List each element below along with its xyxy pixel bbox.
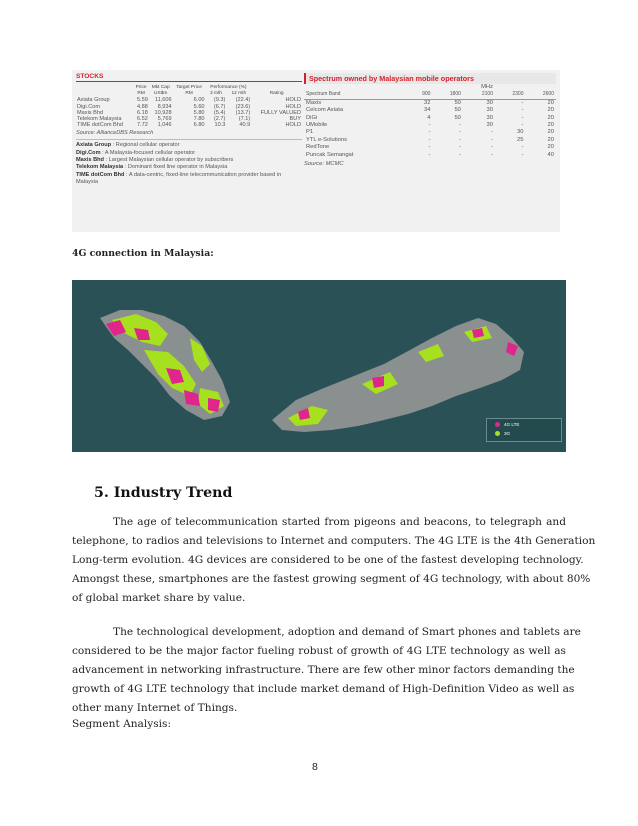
text-line: The technological development, adoption and demand of Smart phones and tablets are xyxy=(113,626,581,638)
spectrum-table xyxy=(304,84,556,159)
page-number: 8 xyxy=(312,761,318,773)
spectrum-cell: - xyxy=(491,151,493,158)
spectrum-band: 900 xyxy=(408,91,433,99)
stocks-cell: HOLD xyxy=(285,103,301,110)
stocks-cell: 6.18 xyxy=(136,109,148,116)
stocks-col: Performance (%) xyxy=(210,85,247,90)
spectrum-cell: - xyxy=(428,151,431,158)
text-line: advancement in networking infrastructure. There are few other minor factors demanding the xyxy=(72,664,575,676)
stocks-spectrum-figure xyxy=(72,70,560,232)
stocks-cell: FULLY VALUED xyxy=(260,109,301,116)
spectrum-cell: YTL e-Solutions xyxy=(306,136,348,143)
stocks-cell: 4.88 xyxy=(136,103,148,110)
spectrum-band-label: Spectrum Band xyxy=(304,91,408,99)
spectrum-cell: Celcom Axiata xyxy=(306,107,344,114)
spectrum-cell: 4 xyxy=(427,114,431,121)
stocks-cell: 1,046 xyxy=(157,122,172,129)
spectrum-cell: 30 xyxy=(486,99,493,106)
spectrum-cell: - xyxy=(521,114,524,121)
stocks-cell: 7.80 xyxy=(193,116,205,123)
stocks-subcol: US$m xyxy=(154,91,168,97)
stocks-cell: 6.00 xyxy=(193,97,205,104)
spectrum-cell: 20 xyxy=(547,122,554,129)
company-text: : A Malaysia-focused cellular operator xyxy=(100,149,196,156)
company-description xyxy=(76,164,302,171)
spectrum-cell: - xyxy=(491,136,493,143)
legend-item xyxy=(495,431,510,436)
spectrum-row xyxy=(304,115,556,122)
stocks-cell: HOLD xyxy=(285,97,301,104)
spectrum-row xyxy=(304,137,556,144)
stocks-cell: 11,606 xyxy=(154,97,172,104)
stocks-cell: 5.80 xyxy=(193,109,205,116)
stocks-cell: (22.4) xyxy=(235,97,251,104)
spectrum-cell: 50 xyxy=(454,107,461,114)
spectrum-cell: Maxis xyxy=(306,99,322,106)
legend-item xyxy=(495,422,520,427)
spectrum-cell: 50 xyxy=(454,114,461,121)
spectrum-cell: - xyxy=(491,129,493,136)
stocks-table xyxy=(76,85,302,128)
spectrum-cell: 20 xyxy=(547,99,554,106)
text-line: Long-term evolution. 4G devices are considered to be one of the fastest developing technology. xyxy=(72,554,584,566)
stocks-cell: 6.80 xyxy=(193,122,205,129)
spectrum-cell: RedTone xyxy=(306,144,330,151)
section-heading: 5. Industry Trend xyxy=(94,485,233,501)
stocks-cell: (9.3) xyxy=(213,97,226,104)
spectrum-unit: MHz xyxy=(481,84,493,90)
map-legend xyxy=(486,418,562,442)
map-caption: 4G connection in Malaysia: xyxy=(72,248,214,259)
stocks-title: STOCKS xyxy=(76,73,302,82)
company-name: Digi.Com xyxy=(76,149,101,156)
divider xyxy=(76,139,302,140)
spectrum-cell: UMobile xyxy=(306,122,328,129)
spectrum-cell: 20 xyxy=(547,107,554,114)
spectrum-cell: 34 xyxy=(423,107,431,114)
text-line: growth of 4G LTE technology that include market demand of High-Definition Video as well as xyxy=(72,683,575,695)
text-line: The age of telecommunication started from pigeons and beacons, to telegraph and xyxy=(113,516,566,528)
company-name: TIME dotCom Bhd xyxy=(76,171,125,178)
spectrum-cell: DiGi xyxy=(306,114,318,121)
text-line: of global market share by value. xyxy=(72,592,246,604)
spectrum-cell: - xyxy=(521,151,524,158)
company-text: : Dominant fixed line operator in Malaysia xyxy=(123,164,228,171)
stocks-cell: (23.6) xyxy=(235,103,251,110)
stocks-subcol: Rating xyxy=(269,91,284,97)
stocks-cell: 6.52 xyxy=(136,116,148,123)
stocks-cell: HOLD xyxy=(285,122,301,129)
spectrum-cell: - xyxy=(458,122,461,129)
company-name: Maxis Bhd xyxy=(76,157,104,164)
spectrum-band: 2600 xyxy=(525,91,556,99)
spectrum-row xyxy=(304,129,556,136)
spectrum-cell: - xyxy=(521,122,524,129)
spectrum-cell: - xyxy=(521,99,524,106)
spectrum-cell: 30 xyxy=(486,114,493,121)
legend-3g-swatch xyxy=(495,431,500,436)
spectrum-title: Spectrum owned by Malaysian mobile operators xyxy=(304,73,556,84)
text-line: considered to be the major factor fueling robust of growth of 4G LTE technology as well as xyxy=(72,645,566,657)
stocks-cell: Axiata Group xyxy=(77,97,110,104)
stocks-cell: (2.7) xyxy=(213,116,226,123)
stocks-cell: (13.7) xyxy=(235,109,251,116)
stocks-cell: (5.4) xyxy=(213,109,226,116)
company-text: : Regional cellular operator xyxy=(111,142,180,149)
spectrum-band: 1800 xyxy=(432,91,462,99)
spectrum-cell: - xyxy=(428,129,431,136)
stocks-cell: (6.7) xyxy=(213,103,226,110)
stocks-subcol: RM xyxy=(185,91,193,97)
segment-heading: Segment Analysis: xyxy=(72,718,172,730)
spectrum-row xyxy=(304,144,556,151)
spectrum-cell: - xyxy=(458,144,461,151)
text-line: Amongst these, smartphones are the fastest growing segment of 4G technology, with about 80% xyxy=(72,573,591,585)
spectrum-band: 2100 xyxy=(463,91,495,99)
stocks-cell: 5.60 xyxy=(193,103,205,110)
spectrum-cell: 20 xyxy=(547,144,554,151)
company-description xyxy=(76,172,302,187)
spectrum-cell: 30 xyxy=(486,107,493,114)
company-text: : Largest Malaysian cellular operator by subscribers xyxy=(103,157,234,164)
stocks-panel xyxy=(76,73,302,229)
spectrum-cell: 20 xyxy=(547,114,554,121)
spectrum-cell: 50 xyxy=(454,99,461,106)
spectrum-source: Source: MCMC xyxy=(304,161,344,168)
spectrum-cell: 20 xyxy=(547,129,554,136)
spectrum-row xyxy=(304,107,556,114)
stocks-cell: 8,934 xyxy=(157,103,172,110)
stocks-subcol: 3 mth xyxy=(209,91,222,97)
stocks-cell: Digi.Com xyxy=(77,103,101,110)
company-description xyxy=(76,142,302,149)
spectrum-cell: - xyxy=(458,151,461,158)
spectrum-cell: - xyxy=(428,136,431,143)
spectrum-cell: P1 xyxy=(306,129,314,136)
stocks-row xyxy=(76,122,302,128)
spectrum-cell: 30 xyxy=(517,129,524,136)
stocks-subcol: RM xyxy=(137,91,145,97)
coverage-map xyxy=(72,280,566,452)
stocks-cell: 5.59 xyxy=(136,97,148,104)
paragraph-2 xyxy=(72,623,581,718)
paragraph-1 xyxy=(72,513,596,608)
spectrum-row xyxy=(304,152,556,159)
stocks-col: Price xyxy=(135,85,147,90)
text-line: telephone, to radios and televisions to Internet and computers. The 4G LTE is the 4th Generation xyxy=(72,535,596,547)
stocks-source: Source: AllianceDBS Research xyxy=(76,130,154,137)
spectrum-cell: Puncak Semangat xyxy=(306,151,354,158)
company-name: Telekom Malaysia xyxy=(76,164,124,171)
spectrum-cell: 20 xyxy=(547,136,554,143)
stocks-cell: 40.9 xyxy=(239,122,251,129)
company-name: Axiata Group xyxy=(76,142,112,149)
legend-label: 3G xyxy=(504,431,511,436)
spectrum-row xyxy=(304,122,556,129)
stocks-cell: 10,928 xyxy=(154,109,172,116)
spectrum-cell: - xyxy=(428,122,431,129)
spectrum-cell: - xyxy=(458,136,461,143)
spectrum-unit-row xyxy=(304,84,556,91)
company-description xyxy=(76,157,302,164)
stocks-cell: Maxis Bhd xyxy=(77,109,104,116)
stocks-cell: 10.3 xyxy=(214,122,226,129)
spectrum-cell: 40 xyxy=(547,151,554,158)
stocks-col: Mkt Cap xyxy=(151,85,170,90)
spectrum-cell: - xyxy=(458,129,461,136)
spectrum-cell: - xyxy=(491,144,493,151)
spectrum-cell: 32 xyxy=(423,99,431,106)
stocks-subcol: 12 mth xyxy=(231,91,247,97)
spectrum-cell: - xyxy=(428,144,431,151)
spectrum-row xyxy=(304,99,556,107)
spectrum-cell: 30 xyxy=(486,122,493,129)
legend-4g-swatch xyxy=(495,422,500,427)
stocks-cell: Telekom Malaysia xyxy=(77,116,122,123)
text-line: other many Internet of Things. xyxy=(72,702,238,714)
spectrum-header-row xyxy=(304,91,556,99)
company-description xyxy=(76,150,302,157)
spectrum-cell: - xyxy=(521,144,524,151)
spectrum-cell: 25 xyxy=(517,136,524,143)
company-text: : A data-centric, fixed-line telecommunication provider based in Malaysia xyxy=(76,171,282,185)
stocks-col: Target Price xyxy=(176,85,202,90)
spectrum-band: 2300 xyxy=(495,91,525,99)
spectrum-cell: - xyxy=(521,107,524,114)
spectrum-panel xyxy=(304,73,556,229)
legend-label: 4G LTE xyxy=(504,422,520,427)
stocks-cell: 5,769 xyxy=(157,116,172,123)
stocks-cell: (7.1) xyxy=(238,116,251,123)
stocks-cell: BUY xyxy=(289,116,301,123)
stocks-cell: 7.72 xyxy=(136,122,148,129)
stocks-cell: TIME dotCom Bhd xyxy=(77,122,124,129)
